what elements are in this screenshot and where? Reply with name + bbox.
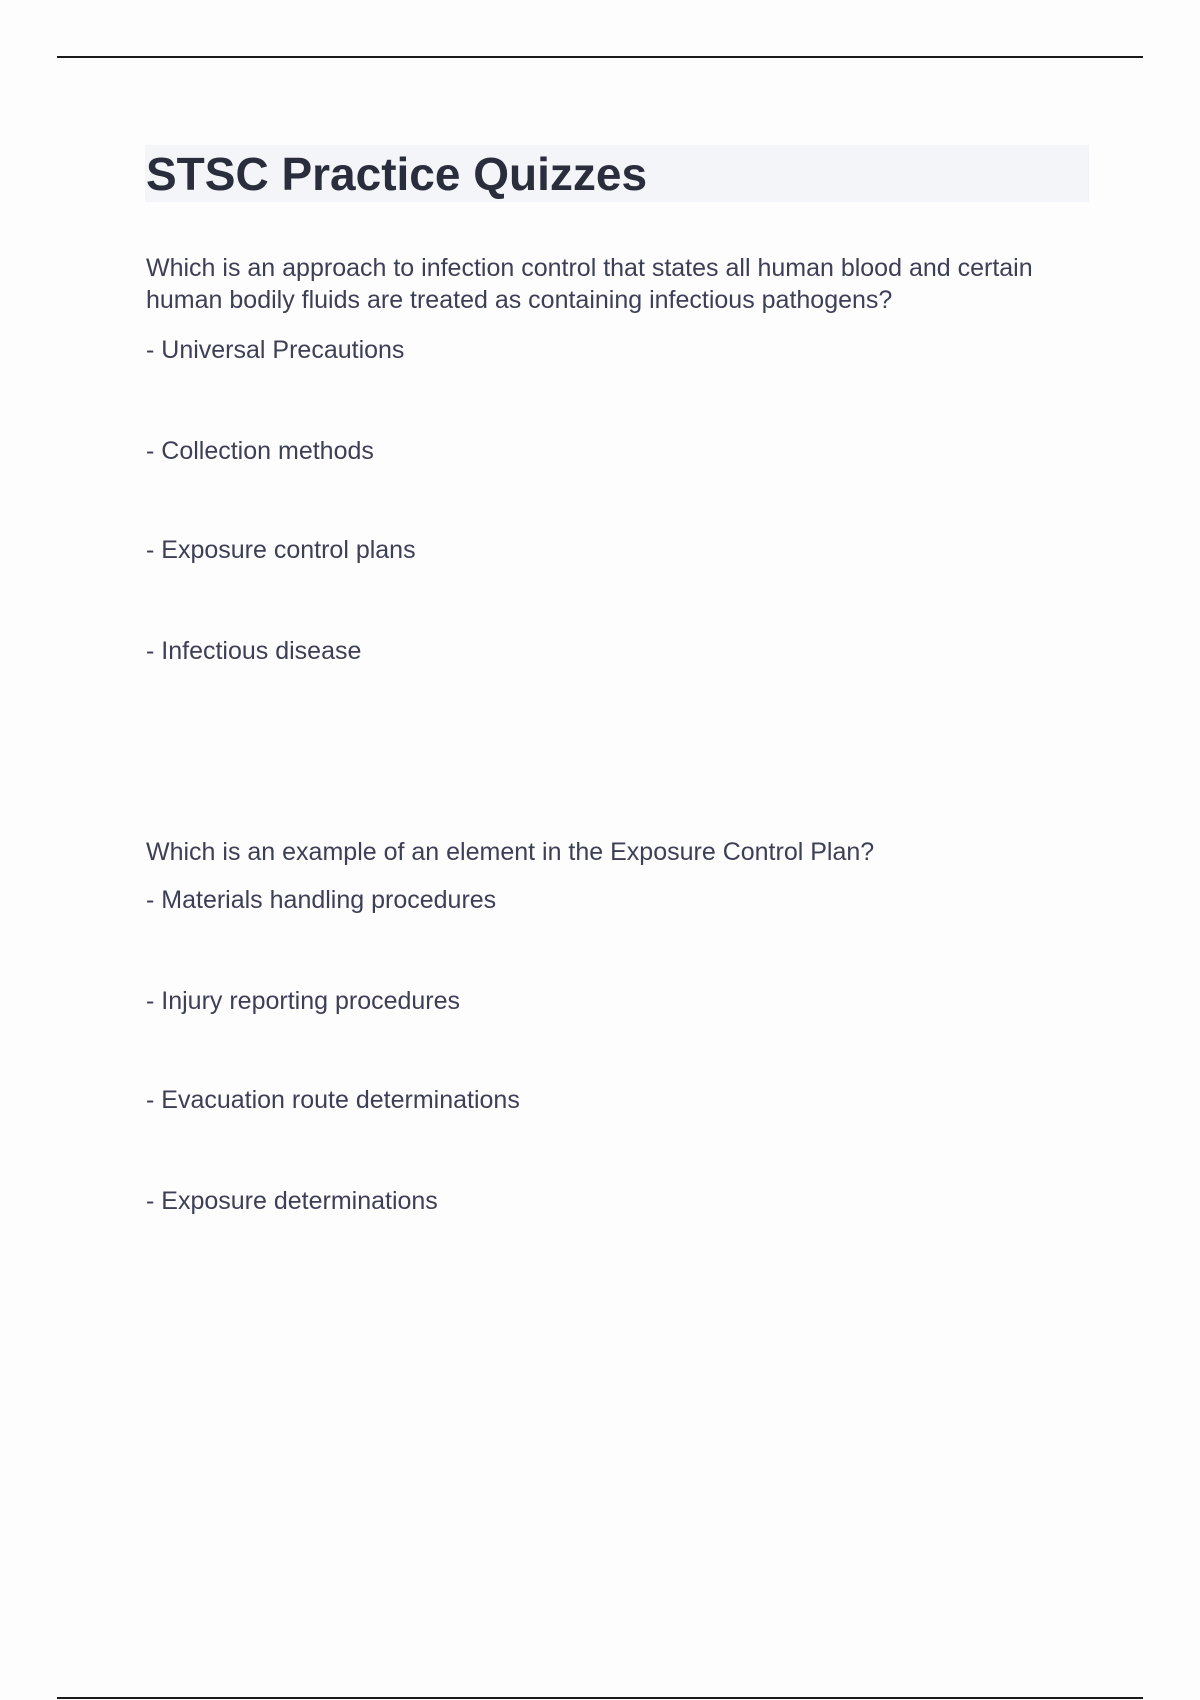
page-title: STSC Practice Quizzes — [146, 148, 648, 200]
answer-option: - Injury reporting procedures — [146, 987, 461, 1015]
answer-option: - Exposure control plans — [146, 536, 416, 564]
question-text: Which is an approach to infection control that states all human blood and certain human bodily fluids are treated as containing infectious pathogens? — [146, 254, 1033, 314]
answer-option: - Universal Precautions — [146, 336, 405, 364]
answer-option: - Evacuation route determinations — [146, 1086, 520, 1114]
bottom-rule — [57, 1697, 1143, 1699]
answer-option: - Exposure determinations — [146, 1187, 438, 1215]
question-text: Which is an example of an element in the Exposure Control Plan? — [146, 838, 875, 866]
top-rule — [57, 56, 1143, 58]
answer-option: - Infectious disease — [146, 637, 362, 665]
answer-option: - Collection methods — [146, 437, 374, 465]
answer-option: - Materials handling procedures — [146, 886, 497, 914]
